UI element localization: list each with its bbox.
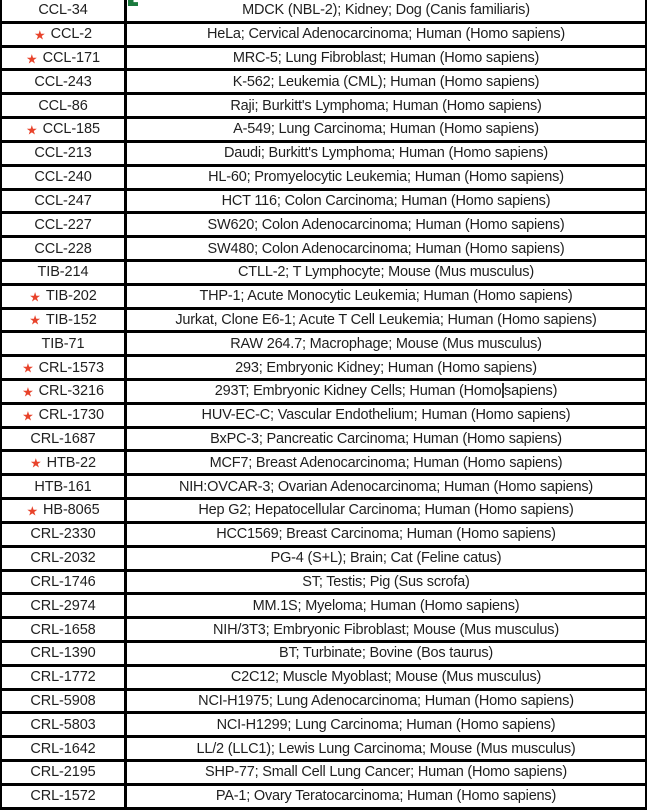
description-cell[interactable] xyxy=(127,762,645,783)
description-label: HCT 116; Colon Carcinoma; Human (Homo sapiens) xyxy=(221,192,551,209)
description-cell[interactable] xyxy=(127,95,645,116)
description-cell[interactable] xyxy=(127,524,645,545)
description-cell[interactable] xyxy=(127,214,645,235)
table-row xyxy=(2,500,645,524)
catalog-id-cell[interactable] xyxy=(2,95,127,116)
description-label: Hep G2; Hepatocellular Carcinoma; Human (Homo sapiens) xyxy=(198,502,574,519)
description-label: Jurkat, Clone E6-1; Acute T Cell Leukemia; Human (Homo sapiens) xyxy=(175,311,597,328)
table-row xyxy=(2,24,645,48)
catalog-id-cell[interactable] xyxy=(2,452,127,473)
catalog-id-cell[interactable] xyxy=(2,786,127,807)
catalog-id-label: CCL-34 xyxy=(38,2,88,19)
catalog-id-label: TIB-71 xyxy=(41,335,85,352)
description-label: HUV-EC-C; Vascular Endothelium; Human (Homo sapiens) xyxy=(201,407,571,424)
description-label: K-562; Leukemia (CML); Human (Homo sapiens) xyxy=(232,73,540,90)
description-label: PG-4 (S+L); Brain; Cat (Feline catus) xyxy=(270,550,502,567)
description-cell[interactable] xyxy=(127,452,645,473)
catalog-id-cell[interactable] xyxy=(2,429,127,450)
star-icon: ★ xyxy=(26,503,39,519)
table-row xyxy=(2,595,645,619)
catalog-id-label: TIB-152 xyxy=(45,311,97,328)
table-row xyxy=(2,357,645,381)
table-row xyxy=(2,452,645,476)
catalog-id-cell[interactable] xyxy=(2,167,127,188)
description-cell[interactable] xyxy=(127,262,645,283)
star-icon: ★ xyxy=(22,384,34,400)
catalog-id-label: CRL-5908 xyxy=(30,692,96,709)
description-cell[interactable] xyxy=(127,714,645,735)
catalog-id-label: CRL-1658 xyxy=(30,621,96,638)
catalog-id-label: CCL-243 xyxy=(34,73,92,90)
catalog-id-cell[interactable] xyxy=(2,238,127,259)
description-label: MDCK (NBL-2); Kidney; Dog (Canis familiaris) xyxy=(242,2,530,19)
catalog-id-cell[interactable] xyxy=(2,71,127,92)
catalog-id-cell[interactable] xyxy=(2,667,127,688)
description-cell[interactable] xyxy=(127,405,645,426)
description-label: NIH/3T3; Embryonic Fibroblast; Mouse (Mus musculus) xyxy=(213,621,559,638)
catalog-id-label: CRL-1687 xyxy=(30,431,96,448)
catalog-id-label: CCL-227 xyxy=(34,216,92,233)
catalog-id-label: CRL-2195 xyxy=(30,764,96,781)
description-cell[interactable] xyxy=(127,476,645,497)
catalog-id-label: HTB-161 xyxy=(34,478,92,495)
description-label-part: sapiens) xyxy=(504,383,558,400)
description-cell[interactable] xyxy=(127,381,645,402)
catalog-id-cell[interactable] xyxy=(2,286,127,307)
description-label: SHP-77; Small Cell Lung Cancer; Human (Homo sapiens) xyxy=(205,764,567,781)
star-icon: ★ xyxy=(22,408,34,424)
description-cell[interactable] xyxy=(127,333,645,354)
description-label: RAW 264.7; Macrophage; Mouse (Mus musculus) xyxy=(230,335,542,352)
description-cell[interactable] xyxy=(127,48,645,69)
description-label: CTLL-2; T Lymphocyte; Mouse (Mus musculus) xyxy=(238,264,534,281)
description-label: PA-1; Ovary Teratocarcinoma; Human (Homo sapiens) xyxy=(215,788,557,805)
table-row xyxy=(2,691,645,715)
description-label: SW480; Colon Adenocarcinoma; Human (Homo sapiens) xyxy=(207,240,565,257)
catalog-id-cell[interactable] xyxy=(2,500,127,521)
description-cell[interactable] xyxy=(127,786,645,807)
catalog-id-cell[interactable] xyxy=(2,357,127,378)
catalog-id-label: CRL-1390 xyxy=(30,645,96,662)
description-label: BT; Turbinate; Bovine (Bos taurus) xyxy=(278,645,494,662)
catalog-id-label: CCL-86 xyxy=(38,97,88,114)
catalog-id-label: CRL-3216 xyxy=(38,383,104,400)
catalog-id-cell[interactable] xyxy=(2,691,127,712)
catalog-id-cell[interactable] xyxy=(2,214,127,235)
description-cell[interactable] xyxy=(127,500,645,521)
table-row xyxy=(2,714,645,738)
description-label: LL/2 (LLC1); Lewis Lung Carcinoma; Mouse (Mus musculus) xyxy=(196,740,576,757)
description-cell[interactable] xyxy=(127,167,645,188)
description-cell[interactable] xyxy=(127,310,645,331)
catalog-id-cell[interactable] xyxy=(2,48,127,69)
description-label: NCI-H1299; Lung Carcinoma; Human (Homo sapiens) xyxy=(216,716,556,733)
catalog-id-cell[interactable] xyxy=(2,405,127,426)
catalog-id-cell[interactable] xyxy=(2,619,127,640)
table-row xyxy=(2,548,645,572)
description-label: 293; Embryonic Kidney; Human (Homo sapiens) xyxy=(235,359,537,376)
description-cell[interactable] xyxy=(127,691,645,712)
description-label: MCF7; Breast Adenocarcinoma; Human (Homo sapiens) xyxy=(209,454,563,471)
catalog-id-cell[interactable] xyxy=(2,191,127,212)
description-cell[interactable] xyxy=(127,595,645,616)
catalog-id-label: CRL-1572 xyxy=(30,788,96,805)
description-cell[interactable] xyxy=(127,429,645,450)
table-row xyxy=(2,619,645,643)
description-label: Daudi; Burkitt's Lymphoma; Human (Homo sapiens) xyxy=(223,145,549,162)
table-row xyxy=(2,143,645,167)
star-icon: ★ xyxy=(29,289,41,305)
description-cell[interactable] xyxy=(127,143,645,164)
catalog-id-cell[interactable] xyxy=(2,643,127,664)
catalog-id-label: CRL-2974 xyxy=(30,597,96,614)
catalog-id-label: TIB-214 xyxy=(37,264,89,281)
description-cell[interactable] xyxy=(127,357,645,378)
description-cell[interactable] xyxy=(127,286,645,307)
description-label: BxPC-3; Pancreatic Carcinoma; Human (Homo sapiens) xyxy=(210,431,562,448)
table-row xyxy=(2,786,645,810)
catalog-id-label: CCL-228 xyxy=(34,240,92,257)
table-row xyxy=(2,286,645,310)
catalog-id-cell[interactable] xyxy=(2,572,127,593)
description-label: HL-60; Promyelocytic Leukemia; Human (Homo sapiens) xyxy=(208,169,564,186)
table-row xyxy=(2,667,645,691)
star-icon: ★ xyxy=(34,27,46,43)
table-row xyxy=(2,405,645,429)
description-cell[interactable] xyxy=(127,191,645,212)
catalog-id-label: CCL-240 xyxy=(34,169,92,186)
table-row xyxy=(2,167,645,191)
description-label: A-549; Lung Carcinoma; Human (Homo sapiens) xyxy=(233,121,539,138)
catalog-id-label: HB-8065 xyxy=(43,502,100,519)
description-label: ST; Testis; Pig (Sus scrofa) xyxy=(302,573,470,590)
star-icon: ★ xyxy=(26,51,38,67)
catalog-id-cell[interactable] xyxy=(2,762,127,783)
text-caret xyxy=(502,383,504,398)
star-icon: ★ xyxy=(22,360,34,376)
description-cell[interactable] xyxy=(127,548,645,569)
description-cell[interactable] xyxy=(127,738,645,759)
catalog-id-cell[interactable] xyxy=(2,310,127,331)
description-label-part: 293T; Embryonic Kidney Cells; Human (Homo xyxy=(214,383,502,400)
description-label: Raji; Burkitt's Lymphoma; Human (Homo sapiens) xyxy=(230,97,542,114)
description-cell[interactable] xyxy=(127,24,645,45)
description-label: HCC1569; Breast Carcinoma; Human (Homo sapiens) xyxy=(216,526,556,543)
catalog-id-cell[interactable] xyxy=(2,333,127,354)
description-cell[interactable] xyxy=(127,71,645,92)
catalog-id-label: CRL-5803 xyxy=(30,716,96,733)
table-row xyxy=(2,476,645,500)
star-icon: ★ xyxy=(30,455,42,471)
table-row xyxy=(2,524,645,548)
description-label: NCI-H1975; Lung Adenocarcinoma; Human (Homo sapiens) xyxy=(198,692,574,709)
description-label: SW620; Colon Adenocarcinoma; Human (Homo sapiens) xyxy=(207,216,565,233)
star-icon: ★ xyxy=(26,122,38,138)
catalog-id-cell[interactable] xyxy=(2,548,127,569)
catalog-id-label: CCL-247 xyxy=(34,192,92,209)
table-row xyxy=(2,71,645,95)
catalog-id-cell[interactable] xyxy=(2,262,127,283)
table-row xyxy=(2,738,645,762)
table-row xyxy=(2,762,645,786)
catalog-id-label: CCL-171 xyxy=(42,50,100,67)
catalog-id-label: CRL-1772 xyxy=(30,669,96,686)
table-row xyxy=(2,333,645,357)
table-row xyxy=(2,214,645,238)
star-icon: ★ xyxy=(29,312,41,328)
catalog-id-cell[interactable] xyxy=(2,524,127,545)
catalog-id-label: CRL-1642 xyxy=(30,740,96,757)
catalog-id-label: CRL-2032 xyxy=(30,550,96,567)
table-row xyxy=(2,643,645,667)
catalog-id-label: CCL-2 xyxy=(50,26,92,43)
table-row xyxy=(2,262,645,286)
description-label: NIH:OVCAR-3; Ovarian Adenocarcinoma; Human (Homo sapiens) xyxy=(178,478,594,495)
table-row xyxy=(2,572,645,596)
description-label: MRC-5; Lung Fibroblast; Human (Homo sapiens) xyxy=(232,50,540,67)
description-cell[interactable] xyxy=(127,238,645,259)
description-cell[interactable] xyxy=(127,643,645,664)
description-label: THP-1; Acute Monocytic Leukemia; Human (Homo sapiens) xyxy=(199,288,573,305)
table-row xyxy=(2,191,645,215)
description-cell[interactable] xyxy=(127,119,645,140)
catalog-id-label: CRL-1746 xyxy=(30,573,96,590)
table-row xyxy=(2,429,645,453)
catalog-id-label: CCL-185 xyxy=(42,121,100,138)
description-cell[interactable] xyxy=(127,0,645,21)
catalog-id-cell[interactable] xyxy=(2,119,127,140)
description-label: MM.1S; Myeloma; Human (Homo sapiens) xyxy=(252,597,520,614)
table-row xyxy=(2,0,645,24)
catalog-id-label: CRL-1573 xyxy=(38,359,104,376)
catalog-id-label: CRL-2330 xyxy=(30,526,96,543)
catalog-id-cell[interactable] xyxy=(2,476,127,497)
catalog-id-cell[interactable] xyxy=(2,595,127,616)
catalog-id-cell[interactable] xyxy=(2,714,127,735)
description-label: C2C12; Muscle Myoblast; Mouse (Mus musculus) xyxy=(230,669,542,686)
catalog-id-cell[interactable] xyxy=(2,0,127,21)
table-row xyxy=(2,238,645,262)
description-label: HeLa; Cervical Adenocarcinoma; Human (Homo sapiens) xyxy=(206,26,566,43)
table-row xyxy=(2,119,645,143)
catalog-id-cell[interactable] xyxy=(2,738,127,759)
description-cell[interactable] xyxy=(127,619,645,640)
table-row xyxy=(2,310,645,334)
description-cell[interactable] xyxy=(127,572,645,593)
description-cell[interactable] xyxy=(127,667,645,688)
catalog-id-cell[interactable] xyxy=(2,143,127,164)
catalog-id-cell[interactable] xyxy=(2,381,127,402)
catalog-id-label: CRL-1730 xyxy=(38,407,104,424)
table-row xyxy=(2,381,645,405)
catalog-id-label: CCL-213 xyxy=(34,145,92,162)
catalog-id-label: TIB-202 xyxy=(45,288,97,305)
catalog-id-label: HTB-22 xyxy=(46,454,96,471)
table-row xyxy=(2,48,645,72)
catalog-id-cell[interactable] xyxy=(2,24,127,45)
table-row xyxy=(2,95,645,119)
